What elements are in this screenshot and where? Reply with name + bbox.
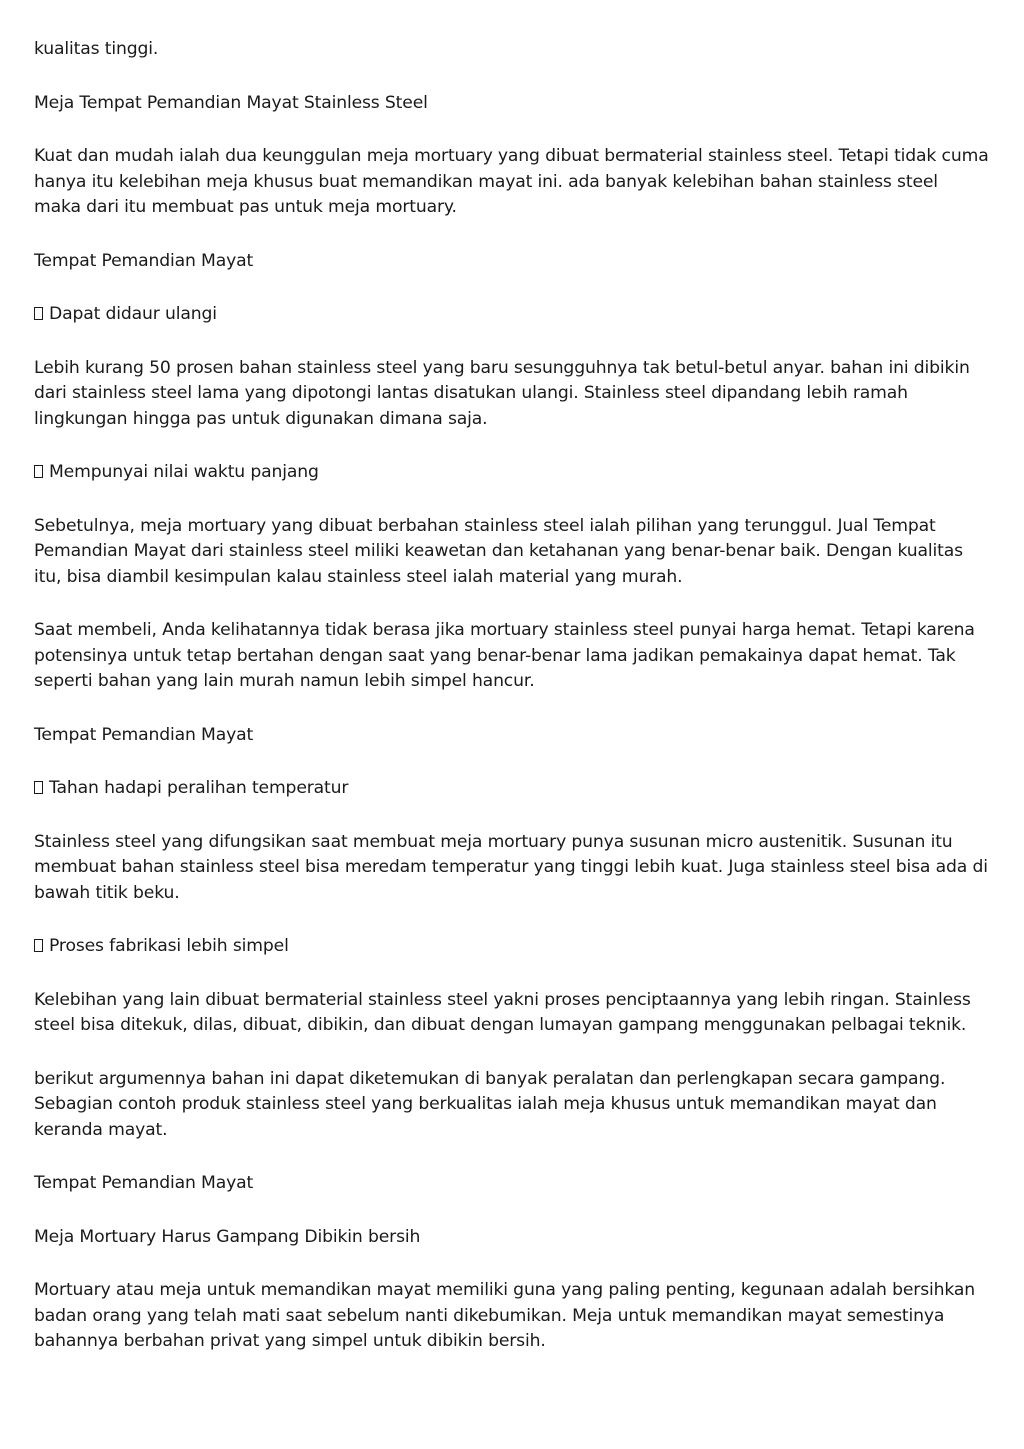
heading-tempat-pemandian: Tempat Pemandian Mayat [34,1173,254,1193]
bullet-box-icon [34,939,43,952]
bullet-item: Mempunyai nilai waktu panjang [34,460,990,486]
paragraph: Kuat dan mudah ialah dua keunggulan meja mortuary yang dibuat bermaterial stainless steel. Tetapi tidak cuma hanya itu kelebihan meja khusus buat memandikan mayat ini. ada banyak kelebihan bahan stainless steel maka dari itu membuat pas untuk meja mortuary. [34,146,989,217]
paragraph: Sebetulnya, meja mortuary yang dibuat berbahan stainless steel ialah pilihan yang terunggul. Jual Tempat Pemandian Mayat dari stainless steel miliki keawetan dan ketahanan yang benar-benar baik. Dengan kualitas itu, bisa diambil kesimpulan kalau stainless steel ialah material yang murah. [34,515,963,587]
heading-tempat-pemandian: Tempat Pemandian Mayat [34,724,254,745]
paragraph: berikut argumennya bahan ini dapat diketemukan di banyak peralatan dan perlengkapan secara gampang. Sebagian contoh produk stainless steel yang berkualitas ialah meja khusus untuk memandikan mayat dan keranda mayat. [34,1068,946,1140]
heading-tempat-pemandian: Tempat Pemandian Mayat [34,250,254,271]
paragraph: kualitas tinggi. [34,39,159,59]
bullet-item: Proses fabrikasi lebih simpel [34,934,990,960]
paragraph: Lebih kurang 50 prosen bahan stainless steel yang baru sesungguhnya tak betul-betul anyar. bahan ini dibikin dari stainless steel lama yang dipotongi lantas disatukan ulangi. Stainless steel dipandang lebih ramah lingkungan hingga pas untuk digunakan dimana saja. [34,357,970,429]
bullet-item: Dapat didaur ulangi [34,302,990,328]
bullet-box-icon [34,465,43,478]
paragraph: Kelebihan yang lain dibuat bermaterial stainless steel yakni proses penciptaannya yang lebih ringan. Stainless steel bisa ditekuk, dilas, dibuat, dibikin, dan dibuat dengan lumayan gampang menggunakan pelbagai teknik. [34,989,971,1035]
heading-meja-stainless: Meja Tempat Pemandian Mayat Stainless Steel [34,92,428,113]
heading-meja-mortuary: Meja Mortuary Harus Gampang Dibikin bersih [34,1226,421,1247]
paragraph: Mortuary atau meja untuk memandikan mayat memiliki guna yang paling penting, kegunaan adalah bersihkan badan orang yang telah mati saat sebelum nanti dikebumikan. Meja untuk memandikan mayat semestinya bahannya berbahan privat yang simpel untuk dibikin bersih. [34,1280,975,1351]
bullet-box-icon [34,307,43,320]
paragraph: Saat membeli, Anda kelihatannya tidak berasa jika mortuary stainless steel punyai harga hemat. Tetapi karena potensinya untuk tetap bertahan dengan saat yang benar-benar lama jadikan pemakainya dapat hemat. Tak seperti bahan yang lain murah namun lebih simpel hancur. [34,620,975,691]
bullet-item: Tahan hadapi peralihan temperatur [34,776,990,802]
paragraph: Stainless steel yang difungsikan saat membuat meja mortuary punya susunan micro austenitik. Susunan itu membuat bahan stainless steel bisa meredam temperatur yang tinggi lebih kuat. Juga stainless steel bisa ada di bawah titik beku. [34,831,988,903]
bullet-box-icon [34,781,43,794]
